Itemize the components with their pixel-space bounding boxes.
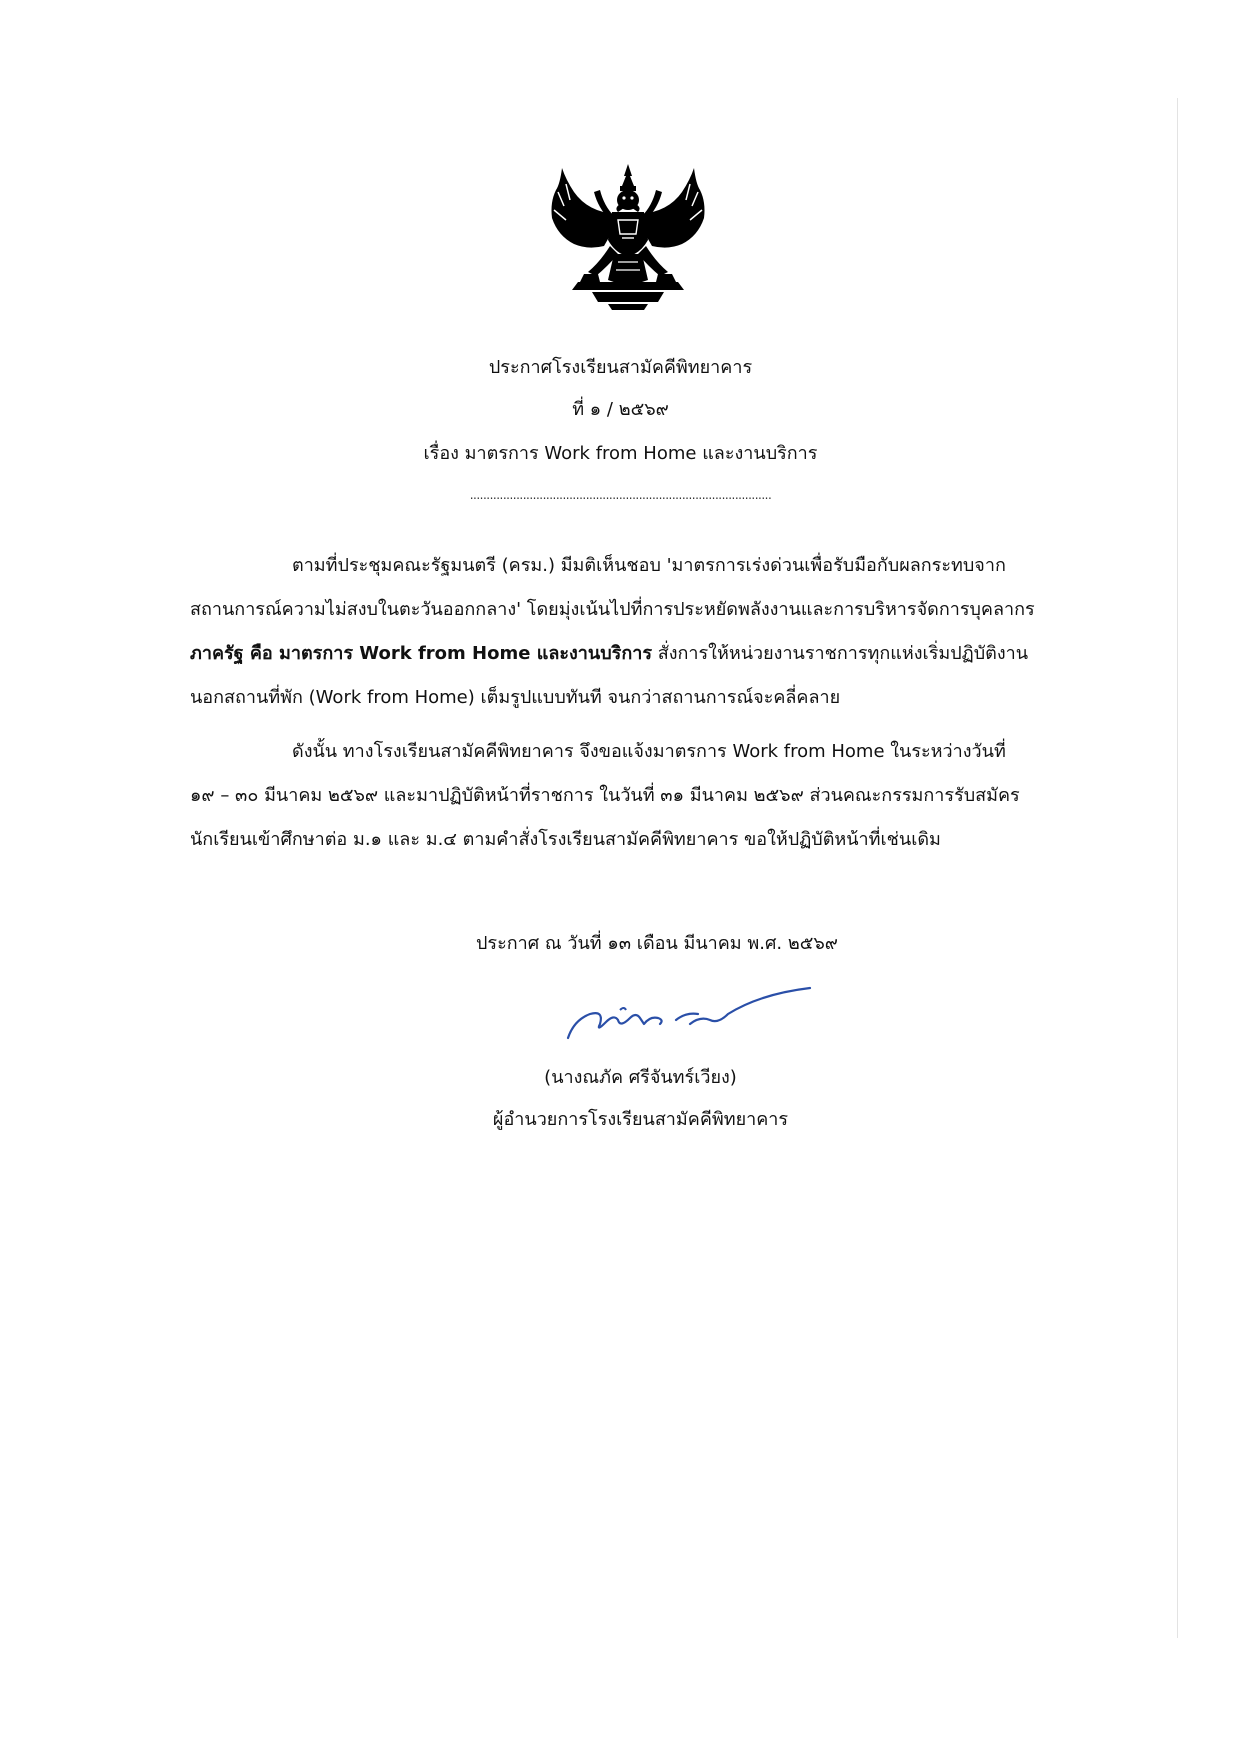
announcement-title: ประกาศโรงเรียนสามัคคีพิทยาคาร: [488, 357, 753, 378]
paragraph-2-line-2: ๑๙ – ๓๐ มีนาคม ๒๕๖๙ และมาปฏิบัติหน้าที่ราชการ ในวันที่ ๓๑ มีนาคม ๒๕๖๙ ส่วนคณะกรรมการรับสมัคร: [190, 785, 1020, 806]
paragraph-2-line-1: ดังนั้น ทางโรงเรียนสามัคคีพิทยาคาร จึงขอแจ้งมาตรการ Work from Home ในระหว่างวันที่: [292, 741, 1006, 762]
announcement-date: ประกาศ ณ วันที่ ๑๓ เดือน มีนาคม พ.ศ. ๒๕๖๙: [476, 933, 838, 954]
page-edge-divider: [1177, 98, 1178, 1638]
paragraph-1-line-2: สถานการณ์ความไม่สงบในตะวันออกกลาง' โดยมุ่งเน้นไปที่การประหยัดพลังงานและการบริหารจัดการบุคลากร: [190, 599, 1035, 620]
paragraph-1-line-3: [190, 642, 1028, 666]
garuda-emblem-icon: [548, 162, 708, 312]
announcement-subject: เรื่อง มาตรการ Work from Home และงานบริการ: [423, 443, 818, 464]
measure-emphasis: ภาครัฐ คือ มาตรการ Work from Home และงานบริการ: [190, 643, 652, 664]
signer-title: ผู้อำนวยการโรงเรียนสามัคคีพิทยาคาร: [492, 1109, 789, 1130]
header-separator: ...........................................................................................: [469, 488, 772, 502]
paragraph-1-line-3-rest: สั่งการให้หน่วยงานราชการทุกแห่งเริ่มปฏิบัติงาน: [652, 643, 1029, 664]
handwritten-signature: [560, 980, 820, 1050]
signer-name: (นางณภัค ศรีจันทร์เวียง): [544, 1067, 737, 1088]
paragraph-1-line-1: ตามที่ประชุมคณะรัฐมนตรี (ครม.) มีมติเห็นชอบ 'มาตรการเร่งด่วนเพื่อรับมือกับผลกระทบจาก: [292, 555, 1006, 576]
paragraph-1-line-4: นอกสถานที่พัก (Work from Home) เต็มรูปแบบทันที จนกว่าสถานการณ์จะคลี่คลาย: [190, 687, 841, 708]
announcement-number: ที่ ๑ / ๒๕๖๙: [572, 399, 669, 420]
paragraph-2-line-3: นักเรียนเข้าศึกษาต่อ ม.๑ และ ม.๔ ตามคำสั่งโรงเรียนสามัคคีพิทยาคาร ขอให้ปฏิบัติหน้าที่เช่นเดิม: [190, 829, 941, 850]
